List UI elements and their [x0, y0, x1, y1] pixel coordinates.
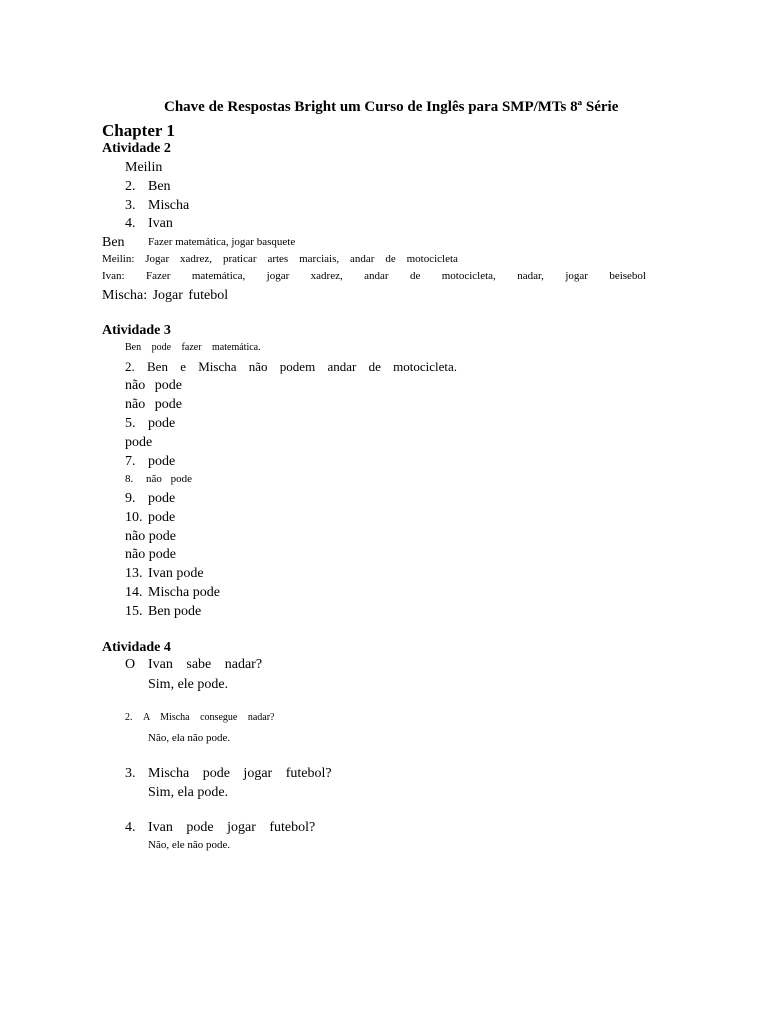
a3-line-15: Ben pode [148, 604, 202, 619]
a3-line-2-word: de [368, 359, 381, 374]
a2-ben-label: Ben [102, 235, 125, 250]
atividade-3-heading: Atividade 3 [102, 323, 171, 338]
a2-ivan-word: xadrez, [310, 270, 343, 282]
a2-item-3: Mischa [148, 198, 190, 213]
a3-line-2-word: andar [327, 359, 357, 374]
a2-ivan-word: andar [364, 270, 389, 282]
a3-line-7: pode [148, 454, 176, 469]
a3-line-8-num: 8. [125, 473, 134, 485]
a4-a1: Sim, ele pode. [148, 677, 229, 692]
a3-line-14: Mischa pode [148, 585, 220, 600]
a2-meilin-line [102, 254, 458, 265]
a3-line-13-num: 13. [125, 566, 143, 581]
a2-mischa-line: Mischa: Jogar futebol [102, 288, 229, 303]
a3-line-8: não pode [146, 473, 193, 485]
a3-line-4: não pode [125, 397, 182, 412]
a2-meilin-word: xadrez, [180, 253, 213, 265]
a3-line-2-word: Ben [147, 359, 168, 374]
a3-line-2-word: motocicleta. [393, 359, 457, 374]
a3-line-9: pode [148, 491, 176, 506]
a2-meilin-word: Jogar [145, 253, 170, 265]
a3-line-15-num: 15. [125, 604, 143, 619]
a2-item-4: Ivan [148, 216, 173, 231]
a3-line-12: não pode [125, 547, 176, 562]
a3-line-5: pode [148, 416, 176, 431]
a3-line-9-num: 9. [125, 491, 136, 506]
a2-ben-text: Fazer matemática, jogar basquete [148, 236, 296, 248]
a4-q3: Mischa pode jogar futebol? [148, 766, 332, 781]
a4-q1-num: O [125, 657, 136, 672]
a3-line-11: não pode [125, 529, 176, 544]
a4-q1: Ivan sabe nadar? [148, 657, 263, 672]
atividade-4-heading: Atividade 4 [102, 640, 171, 655]
a3-line-6: pode [125, 435, 153, 450]
a2-item-3-num: 3. [125, 198, 136, 213]
a2-meilin-word: artes [267, 253, 289, 265]
a2-item-4-num: 4. [125, 216, 136, 231]
a3-line-7-num: 7. [125, 454, 136, 469]
a3-line-2-word: Mischa [198, 359, 237, 374]
a4-a2: Não, ela não pode. [148, 732, 231, 744]
a2-ivan-word: Ivan: [102, 270, 125, 282]
a2-meilin-word: de [385, 253, 396, 265]
a2-ivan-word: beisebol [609, 270, 646, 282]
a3-line-1: Ben pode fazer matemática. [125, 342, 261, 353]
a2-ivan-word: Fazer [146, 270, 171, 282]
chapter-heading: Chapter 1 [102, 121, 175, 140]
a2-item-1: Meilin [125, 160, 163, 175]
a3-line-2 [147, 360, 457, 373]
a3-line-13: Ivan pode [148, 566, 204, 581]
a2-item-2-num: 2. [125, 179, 136, 194]
a2-item-2: Ben [148, 179, 171, 194]
a4-q4-num: 4. [125, 820, 136, 835]
a3-line-10-num: 10. [125, 510, 143, 525]
a2-ivan-word: de [409, 270, 421, 282]
document-title: Chave de Respostas Bright um Curso de Inglês para SMP/MTs 8ª Série [164, 99, 619, 115]
a2-ivan-word: matemática, [191, 270, 246, 282]
a2-ivan-word: jogar [565, 270, 588, 282]
a4-a4: Não, ele não pode. [148, 839, 231, 851]
a4-q2-num: 2. [125, 712, 133, 723]
a2-ivan-line [102, 271, 646, 282]
a2-ivan-word: nadar, [517, 270, 544, 282]
a2-meilin-word: andar [350, 253, 375, 265]
a2-ivan-word: motocicleta, [441, 270, 496, 282]
a3-line-2-word: e [180, 359, 186, 374]
a3-line-2-word: não [248, 359, 268, 374]
a2-ivan-word: jogar [266, 270, 290, 282]
a3-line-2-word: podem [279, 359, 316, 374]
a4-a3: Sim, ela pode. [148, 785, 229, 800]
a2-meilin-word: motocicleta [406, 253, 458, 265]
a3-line-2-num: 2. [125, 359, 135, 374]
atividade-2-heading: Atividade 2 [102, 141, 171, 156]
a4-q3-num: 3. [125, 766, 136, 781]
a2-meilin-word: praticar [222, 253, 257, 265]
a4-q2: A Mischa consegue nadar? [143, 712, 275, 723]
a3-line-3: não pode [125, 378, 182, 393]
a3-line-10: pode [148, 510, 176, 525]
a3-line-5-num: 5. [125, 416, 136, 431]
a2-meilin-word: Meilin: [102, 253, 135, 265]
a4-q4: Ivan pode jogar futebol? [148, 820, 316, 835]
a3-line-14-num: 14. [125, 585, 143, 600]
a2-meilin-word: marciais, [299, 253, 340, 265]
